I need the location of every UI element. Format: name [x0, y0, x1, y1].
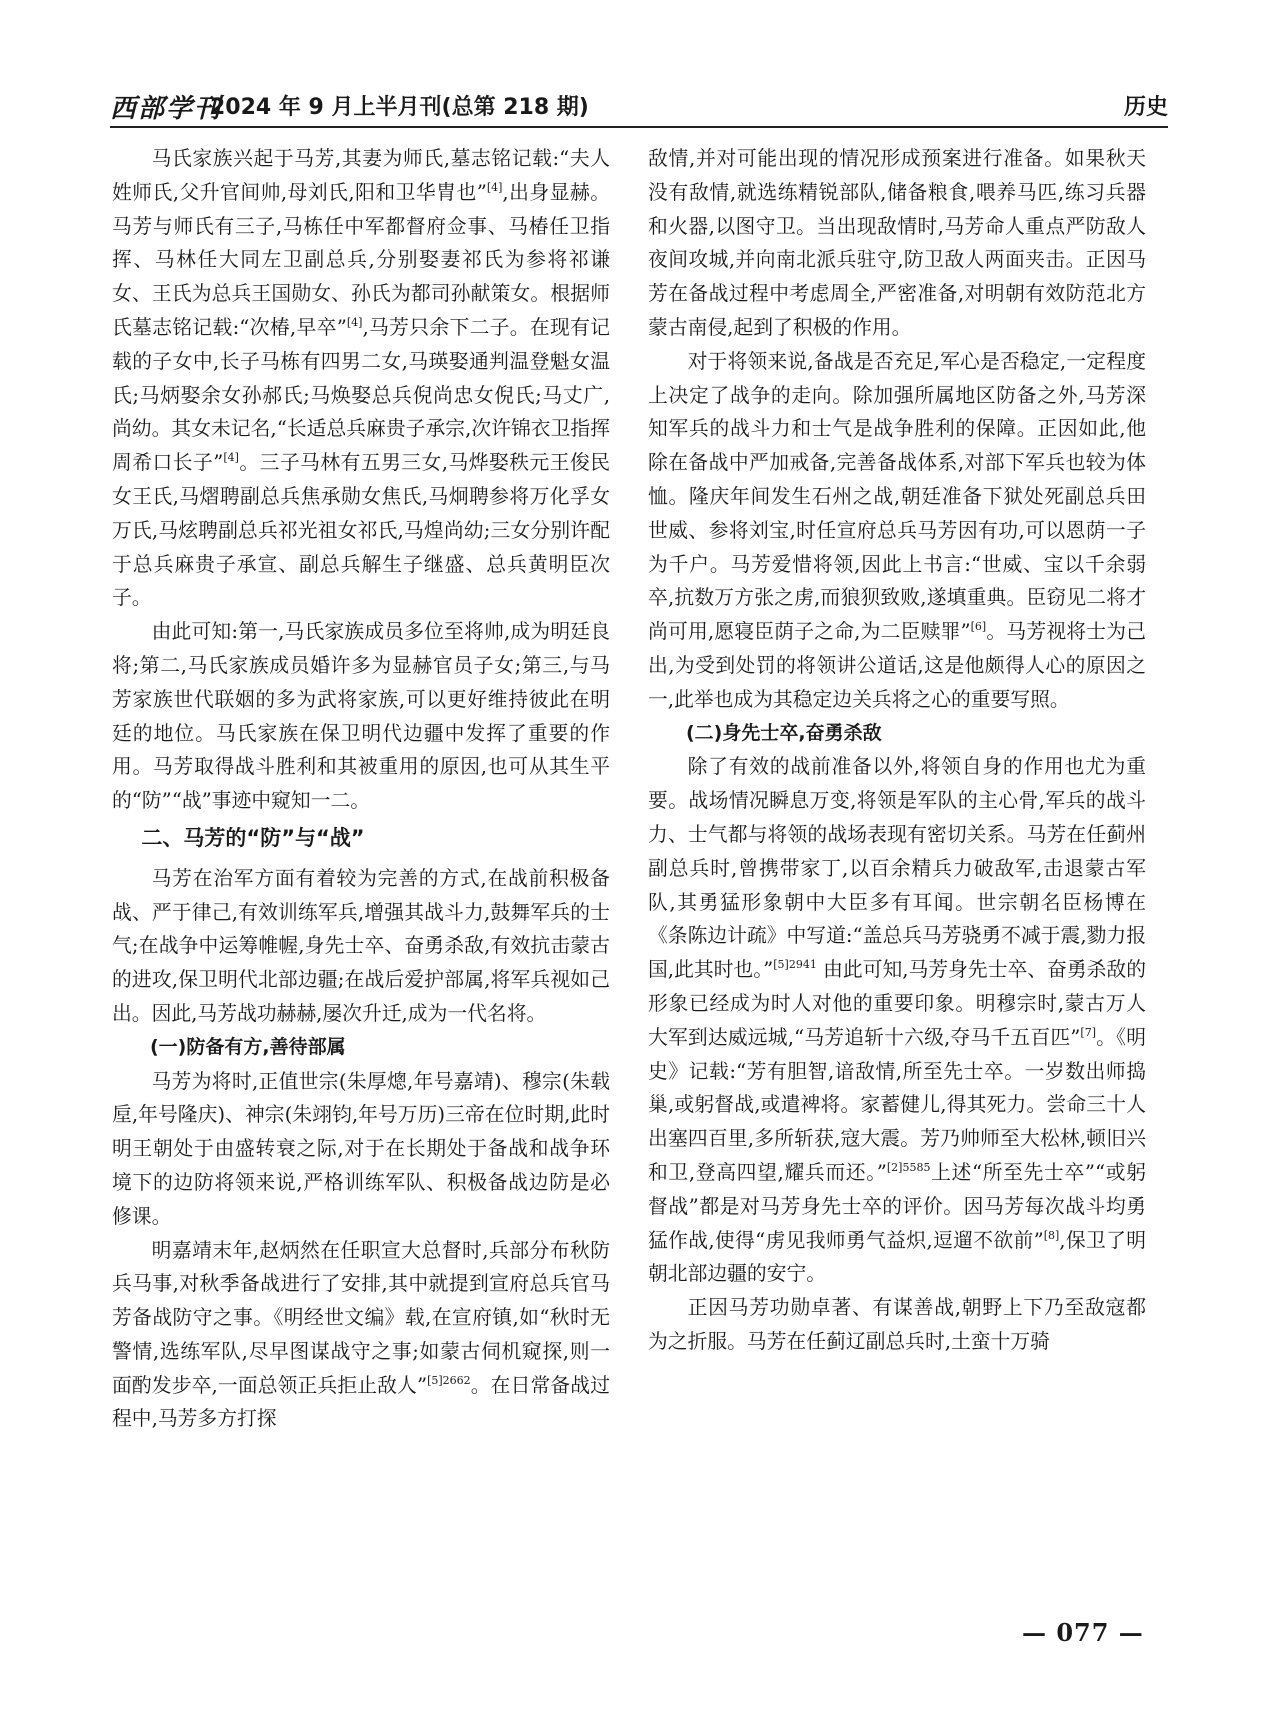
paragraph: 由此可知:第一,马氏家族成员多位至将帅,成为明廷良将;第二,马氏家族成员婚许多为显赫官员子女;第三,与马芳家族世代联姻的多为武将家族,可以更好维持彼此在明廷的地位。马氏家族在保卫明代边疆中发挥了重要的作用。马芳取得战斗胜利和其被重用的原因,也可从其生平的“防”“战”事迹中窥知一二。: [112, 620, 610, 813]
section-heading: 二、马芳的“防”与“战”: [141, 825, 365, 850]
right-column: [648, 142, 1146, 1359]
paragraph: 除了有效的战前准备以外,将领自身的作用也尤为重要。战场情况瞬息万变,将领是军队的主心骨,军兵的战斗力、士气都与将领的战场表现有密切关系。马芳在任蓟州副总兵时,曾携带家丁,以百余精兵力破敌军,击退蒙古军队,其勇猛形象朝中大臣多有耳闻。世宗朝名臣杨博在《条陈边计疏》中写道:“盖总兵马芳骁勇不减于震,勠力报国,此其时也。”$^{[5]2941}$ 由此可知,马芳身先士卒、奋勇杀敌的形象已经成为时人对他的重要印象。明穆宗时,蒙古万人大军到达威远城,“马芳追斩十六级,夺马千五百匹”[7]。《明史》记载:“芳有胆智,谙敌情,所至先士卒。一岁数出师捣巢,或躬督战,或遣裨将。家蓄健儿,得其死力。尝命三十人出塞四百里,多所斩获,寇大震。芳乃帅师至大松林,顿旧兴和卫,登高四望,耀兵而还。”$^{[2]5585}$上述“所至先士卒”“或躬督战”都是对马芳身先士卒的评价。因马芳每次战斗均勇猛作战,使得“虏见我师勇气益炽,逗遛不欲前”[8],保卫了明朝北部边疆的安宁。: [648, 755, 1147, 1286]
citation: [6]: [970, 620, 987, 634]
paragraph: 正因马芳功勋卓著、有谋善战,朝野上下乃至敌寇都为之折服。马芳在任蓟辽副总兵时,土蛮十万骑: [648, 1296, 1146, 1353]
paragraph: 明嘉靖末年,赵炳然在任职宣大总督时,兵部分布秋防兵马事,对秋季备战进行了安排,其中就提到宣府总兵官马芳备战防守之事。《明经世文编》载,在宣府镇,如“秋时无警情,选练军队,尽早图谋战守之事;如蒙古伺机窥探,则一面酌发步卒,一面总领正兵拒止敌人”$^{[5]2662}$。在日常备战过程中,马芳多方打探: [112, 1238, 610, 1431]
page-number: — 077 —: [1022, 1618, 1144, 1647]
paragraph: 马氏家族兴起于马芳,其妻为师氏,墓志铭记载:“夫人姓师氏,父升官间帅,母刘氏,阳和卫华胄也”[4],出身显赫。马芳与师氏有三子,马栋任中军都督府佥事、马椿任卫指挥、马林任大同左卫副总兵,分别娶妻祁氏为参将祁谦女、王氏为总兵王国勋女、孙氏为都司孙献策女。根据师氏墓志铭记载:“次椿,早卒”[4],马芳只余下二子。在现有记载的子女中,长子马栋有四男二女,马瑛娶通判温登魁女温氏;马炳娶余女孙郝氏;马焕娶总兵倪尚忠女倪氏;马丈广,尚幼。其女未记名,“长适总兵麻贵子承宗,次许锦衣卫指挥周希口长子”[4]。三子马林有五男三女,马烨娶秩元王俊民女王氏,马熠聘副总兵焦承勋女焦氏,马炯聘参将万化孚女万氏,马炫聘副总兵祁光祖女祁氏,马煌尚幼;三女分别许配于总兵麻贵子承宣、副总兵解生子继盛、总兵黄明臣次子。: [112, 147, 610, 610]
citation: [4]: [346, 315, 363, 329]
journal-logo: 西部学刊: [110, 94, 223, 124]
section-label: 历史: [1123, 95, 1168, 120]
subsection-heading: (一)防备有方,善待部属: [150, 1035, 346, 1058]
left-column: [112, 142, 610, 1436]
citation: [7]: [1080, 1025, 1096, 1039]
citation: [8]: [1043, 1228, 1060, 1242]
citation: [5]2662: [427, 1373, 471, 1387]
subsection-heading: (二)身先士卒,奋勇杀敌: [686, 721, 882, 744]
running-header: [110, 86, 1168, 128]
paragraph: 敌情,并对可能出现的情况形成预案进行准备。如果秋天没有敌情,就选练精锐部队,储备粮食,喂养马匹,练习兵器和火器,以图守卫。当出现敌情时,马芳命人重点严防敌人夜间攻城,并向南北派兵驻守,防卫敌人两面夹击。正因马芳在备战过程中考虑周全,严密准备,对明朝有效防范北方蒙古南侵,起到了积极的作用。: [648, 147, 1146, 339]
citation: [5]2941: [773, 958, 817, 972]
issue-info: 2024 年 9 月上半月刊(总第 218 期): [210, 95, 589, 120]
citation: [2]5585: [886, 1160, 931, 1174]
paragraph: 对于将领来说,备战是否充足,军心是否稳定,一定程度上决定了战争的走向。除加强所属地区防备之外,马芳深知军兵的战斗力和士气是战争胜利的保障。正因如此,他除在备战中严加戒备,完善备战体系,对部下军兵也较为体恤。隆庆年间发生石州之战,朝廷准备下狱处死副总兵田世威、参将刘宝,时任宣府总兵马芳因有功,可以恩荫一子为千户。马芳爱惜将领,因此上书言:“世威、宝以千余弱卒,抗数万方张之虏,而狼狈致败,遂填重典。臣窃见二将才尚可用,愿寝臣荫子之命,为二臣赎罪”[6]。马芳视将士为己出,为受到处罚的将领讲公道话,这是他颇得人心的原因之一,此举也成为其稳定边关兵将之心的重要写照。: [648, 349, 1146, 711]
paragraph: 马芳在治军方面有着较为完善的方式,在战前积极备战、严于律己,有效训练军兵,增强其战斗力,鼓舞军兵的士气;在战争中运筹帷幄,身先士卒、奋勇杀敌,有效抗击蒙古的进攻,保卫明代北部边疆;在战后爱护部属,将军兵视如己出。因此,马芳战功赫赫,屡次升迁,成为一代名将。: [112, 866, 610, 1025]
citation: [4]: [223, 451, 239, 465]
paragraph: 马芳为将时,正值世宗(朱厚熜,年号嘉靖)、穆宗(朱载垕,年号隆庆)、神宗(朱翊钧,年号万历)三帝在位时期,此时明王朝处于由盛转衰之际,对于在长期处于备战和战争环境下的边防将领来说,严格训练军队、积极备战边防是必修课。: [112, 1069, 610, 1228]
citation: [4]: [486, 180, 503, 194]
